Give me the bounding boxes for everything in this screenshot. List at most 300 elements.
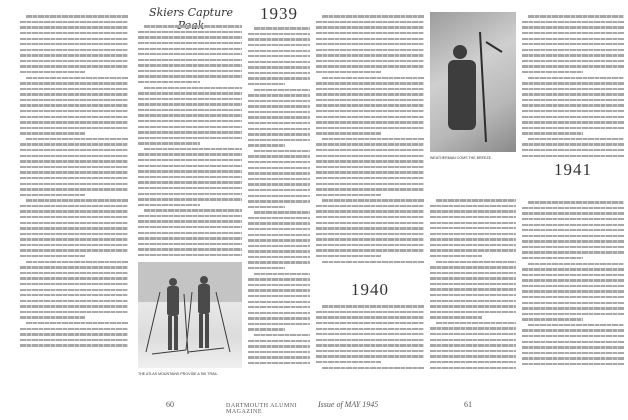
text-line <box>20 177 128 179</box>
weatherman-illustration <box>430 12 516 152</box>
text-line <box>316 132 381 134</box>
text-line <box>248 189 310 191</box>
text-line <box>322 305 424 307</box>
text-line <box>430 216 516 218</box>
text-line <box>522 60 624 62</box>
text-line <box>522 26 624 28</box>
text-line <box>522 32 624 34</box>
text-line <box>528 15 624 17</box>
text-line <box>248 217 310 219</box>
text-line <box>138 103 242 105</box>
text-line <box>522 268 624 270</box>
text-line <box>20 99 128 101</box>
text-line <box>522 93 624 95</box>
text-line <box>522 357 624 359</box>
text-line <box>20 216 128 218</box>
text-line <box>20 149 128 151</box>
text-line <box>316 249 424 251</box>
text-line <box>322 77 424 79</box>
text-line <box>138 193 242 195</box>
text-line <box>248 139 310 141</box>
text-line <box>316 116 424 118</box>
text-line <box>430 333 516 335</box>
text-line <box>436 261 516 263</box>
text-line <box>138 92 242 94</box>
text-line <box>144 87 242 89</box>
text-line <box>522 71 583 73</box>
text-line <box>316 82 424 84</box>
text-line <box>430 361 516 363</box>
text-line <box>20 283 128 285</box>
text-line <box>316 65 424 67</box>
text-line <box>316 233 424 235</box>
text-line <box>316 60 424 62</box>
text-line <box>322 15 424 17</box>
text-line <box>20 43 128 45</box>
article-heading: Skiers Capture <box>149 6 233 19</box>
text-line <box>254 150 310 152</box>
text-line <box>430 327 516 329</box>
text-line <box>430 266 516 268</box>
text-line <box>20 104 128 106</box>
text-line <box>248 317 310 319</box>
text-line <box>316 255 381 257</box>
text-line <box>138 70 242 72</box>
text-line <box>248 261 310 263</box>
text-line <box>522 212 624 214</box>
text-line <box>248 133 310 135</box>
text-line <box>20 32 128 34</box>
text-line <box>522 335 624 337</box>
text-line <box>138 165 242 167</box>
text-line <box>316 49 424 51</box>
text-line <box>20 188 128 190</box>
text-line <box>20 143 128 145</box>
text-line <box>522 363 624 365</box>
text-line <box>248 66 310 68</box>
text-line <box>322 261 424 263</box>
text-line <box>254 211 310 213</box>
text-line <box>322 138 424 140</box>
text-line <box>248 116 310 118</box>
text-line <box>248 38 310 40</box>
text-line <box>248 144 285 146</box>
text-line <box>20 333 128 335</box>
text-line <box>528 324 624 326</box>
text-line <box>254 334 310 336</box>
text-line <box>430 367 516 369</box>
text-line <box>138 126 242 128</box>
text-line <box>430 344 516 346</box>
text-line <box>316 311 424 313</box>
text-line <box>316 143 424 145</box>
text-line <box>254 27 310 29</box>
text-line <box>138 137 242 139</box>
text-line <box>138 237 242 239</box>
text-line <box>20 222 128 224</box>
text-line <box>138 254 242 256</box>
text-line <box>248 44 310 46</box>
class-heading-1939: 1939 <box>260 4 298 23</box>
text-line <box>248 33 310 35</box>
text-line <box>316 333 424 335</box>
text-line <box>20 116 128 118</box>
text-line <box>248 295 310 297</box>
text-line <box>20 155 128 157</box>
text-line <box>522 82 624 84</box>
text-line <box>138 142 200 144</box>
text-line <box>248 50 310 52</box>
text-line <box>528 138 624 140</box>
text-line <box>248 77 310 79</box>
text-line <box>138 204 200 206</box>
text-line <box>316 210 424 212</box>
text-line <box>138 75 242 77</box>
text-line <box>248 178 310 180</box>
class-heading-1941: 1941 <box>554 160 592 179</box>
text-line <box>316 43 424 45</box>
text-line <box>430 355 516 357</box>
skiers-photo-caption: THE ATLAS MOUNTAINS PROVIDE A SKI TRAIL <box>138 372 218 376</box>
text-line <box>316 110 424 112</box>
text-line <box>316 71 381 73</box>
text-line <box>248 340 310 342</box>
text-line <box>248 128 310 130</box>
text-line <box>248 267 285 269</box>
text-line <box>20 205 128 207</box>
text-line <box>20 132 85 134</box>
text-line <box>20 294 128 296</box>
text-line <box>316 188 424 190</box>
text-line <box>316 350 424 352</box>
body-column-6 <box>430 196 516 372</box>
text-line <box>430 249 516 251</box>
text-line <box>20 82 128 84</box>
text-line <box>138 198 242 200</box>
text-line <box>248 328 285 330</box>
text-line <box>20 38 128 40</box>
text-line <box>20 311 128 313</box>
text-line <box>430 305 516 307</box>
text-line <box>316 238 424 240</box>
text-line <box>144 148 242 150</box>
text-line <box>430 272 516 274</box>
text-line <box>430 238 516 240</box>
text-line <box>248 167 310 169</box>
right-page <box>314 0 628 420</box>
text-line <box>436 199 516 201</box>
text-line <box>26 261 128 263</box>
text-line <box>20 305 128 307</box>
text-line <box>322 367 424 369</box>
text-line <box>522 240 624 242</box>
text-line <box>522 49 624 51</box>
text-line <box>138 42 242 44</box>
text-line <box>430 210 516 212</box>
text-line <box>248 94 310 96</box>
text-line <box>522 132 583 134</box>
text-line <box>316 194 381 196</box>
text-line <box>430 244 516 246</box>
text-line <box>522 329 624 331</box>
text-line <box>316 99 424 101</box>
text-line <box>430 350 516 352</box>
text-line <box>430 233 516 235</box>
text-line <box>316 166 424 168</box>
body-column-8 <box>522 198 624 370</box>
text-line <box>20 127 128 129</box>
text-line <box>248 306 310 308</box>
text-line <box>20 316 85 318</box>
text-line <box>26 77 128 79</box>
text-line <box>316 355 424 357</box>
text-line <box>248 195 310 197</box>
text-line <box>522 257 583 259</box>
text-line <box>430 339 516 341</box>
text-line <box>248 345 310 347</box>
text-line <box>316 127 424 129</box>
text-line <box>436 322 516 324</box>
text-line <box>430 288 516 290</box>
text-line <box>248 100 310 102</box>
text-line <box>248 61 310 63</box>
text-line <box>316 244 424 246</box>
text-line <box>522 341 624 343</box>
text-line <box>248 111 310 113</box>
text-line <box>20 300 128 302</box>
text-line <box>20 166 128 168</box>
text-line <box>138 64 242 66</box>
text-line <box>248 351 310 353</box>
text-line <box>522 110 624 112</box>
text-line <box>248 234 310 236</box>
text-line <box>138 81 200 83</box>
text-line <box>522 296 624 298</box>
text-line <box>20 244 128 246</box>
text-line <box>248 284 310 286</box>
body-column-5 <box>316 302 424 370</box>
text-line <box>316 339 424 341</box>
text-line <box>528 77 624 79</box>
text-line <box>248 83 285 85</box>
text-line <box>26 138 128 140</box>
text-line <box>316 160 424 162</box>
text-line <box>248 256 310 258</box>
text-line <box>20 227 128 229</box>
text-line <box>138 243 242 245</box>
text-line <box>522 313 624 315</box>
text-line <box>430 222 516 224</box>
text-line <box>138 36 242 38</box>
text-line <box>144 25 242 27</box>
text-line <box>20 60 128 62</box>
text-line <box>26 15 128 17</box>
text-line <box>20 88 128 90</box>
text-line <box>522 279 624 281</box>
text-line <box>528 201 624 203</box>
text-line <box>138 220 242 222</box>
text-line <box>254 89 310 91</box>
text-line <box>248 55 310 57</box>
text-line <box>528 263 624 265</box>
text-line <box>316 93 424 95</box>
text-line <box>322 199 424 201</box>
text-line <box>138 48 242 50</box>
text-line <box>20 54 128 56</box>
text-line <box>522 246 624 248</box>
text-line <box>248 312 310 314</box>
text-line <box>522 302 624 304</box>
text-line <box>316 21 424 23</box>
text-line <box>316 121 424 123</box>
text-line <box>522 121 624 123</box>
text-line <box>20 277 128 279</box>
text-line <box>522 38 624 40</box>
magazine-title-footer: DARTMOUTH ALUMNI MAGAZINE <box>226 403 298 415</box>
text-line <box>138 109 242 111</box>
text-line <box>430 311 516 313</box>
text-line <box>522 251 624 253</box>
text-line <box>20 194 85 196</box>
text-line <box>248 206 285 208</box>
weatherman-photo <box>430 12 516 152</box>
text-line <box>248 289 310 291</box>
text-line <box>522 99 624 101</box>
text-line <box>522 229 624 231</box>
text-line <box>316 149 424 151</box>
text-line <box>20 238 128 240</box>
text-line <box>522 207 624 209</box>
text-line <box>316 322 424 324</box>
text-line <box>20 183 128 185</box>
text-line <box>20 121 128 123</box>
text-line <box>430 300 516 302</box>
text-line <box>522 285 624 287</box>
text-line <box>522 155 624 157</box>
text-line <box>248 161 310 163</box>
text-line <box>248 122 310 124</box>
text-line <box>138 226 242 228</box>
text-line <box>430 255 482 257</box>
page-number-61: 61 <box>464 400 472 409</box>
skiers-illustration <box>138 262 242 368</box>
text-line <box>522 116 624 118</box>
body-column-4 <box>316 12 424 268</box>
text-line <box>316 88 424 90</box>
text-line <box>248 278 310 280</box>
text-line <box>248 222 310 224</box>
text-line <box>522 290 624 292</box>
text-line <box>144 209 242 211</box>
text-line <box>522 149 624 151</box>
text-line <box>138 215 242 217</box>
text-line <box>316 171 424 173</box>
text-line <box>248 200 310 202</box>
text-line <box>316 26 424 28</box>
text-line <box>20 71 85 73</box>
text-line <box>522 127 624 129</box>
text-line <box>138 53 242 55</box>
text-line <box>20 339 128 341</box>
text-line <box>20 160 128 162</box>
skiers-photo <box>138 262 242 368</box>
text-line <box>138 176 242 178</box>
body-column-7 <box>522 12 624 160</box>
text-line <box>20 26 128 28</box>
page-number-60: 60 <box>166 400 174 409</box>
text-line <box>522 143 624 145</box>
text-line <box>316 316 424 318</box>
text-line <box>138 232 242 234</box>
text-line <box>248 228 310 230</box>
text-line <box>522 43 624 45</box>
text-line <box>20 344 128 346</box>
text-line <box>20 249 128 251</box>
text-line <box>138 248 242 250</box>
text-line <box>316 32 424 34</box>
text-line <box>20 210 128 212</box>
text-line <box>20 272 128 274</box>
text-line <box>20 65 128 67</box>
text-line <box>430 283 516 285</box>
text-line <box>430 316 482 318</box>
text-line <box>248 245 310 247</box>
text-line <box>522 235 624 237</box>
text-line <box>248 105 310 107</box>
text-line <box>248 301 310 303</box>
body-column-3 <box>248 24 310 370</box>
text-line <box>26 322 128 324</box>
issue-footer: Issue of MAY 1945 <box>318 400 379 409</box>
text-line <box>248 183 310 185</box>
text-line <box>138 120 242 122</box>
text-line <box>522 318 583 320</box>
text-line <box>522 346 624 348</box>
text-line <box>316 227 424 229</box>
text-line <box>26 199 128 201</box>
text-line <box>20 328 128 330</box>
text-line <box>316 177 424 179</box>
text-line <box>138 170 242 172</box>
text-line <box>316 344 424 346</box>
text-line <box>316 183 424 185</box>
text-line <box>522 65 624 67</box>
text-line <box>20 49 128 51</box>
text-line <box>138 114 242 116</box>
body-column-2 <box>138 22 242 262</box>
text-line <box>316 155 424 157</box>
text-line <box>248 250 310 252</box>
text-line <box>20 289 128 291</box>
text-line <box>430 227 516 229</box>
text-line <box>248 323 310 325</box>
text-line <box>430 294 516 296</box>
text-line <box>316 361 381 363</box>
text-line <box>20 171 128 173</box>
text-line <box>248 239 310 241</box>
text-line <box>316 54 424 56</box>
text-line <box>522 352 624 354</box>
text-line <box>138 31 242 33</box>
body-column-1 <box>20 12 128 352</box>
text-line <box>138 187 242 189</box>
text-line <box>522 21 624 23</box>
text-line <box>248 72 310 74</box>
text-line <box>522 104 624 106</box>
text-line <box>522 54 624 56</box>
text-line <box>138 181 242 183</box>
text-line <box>20 93 128 95</box>
